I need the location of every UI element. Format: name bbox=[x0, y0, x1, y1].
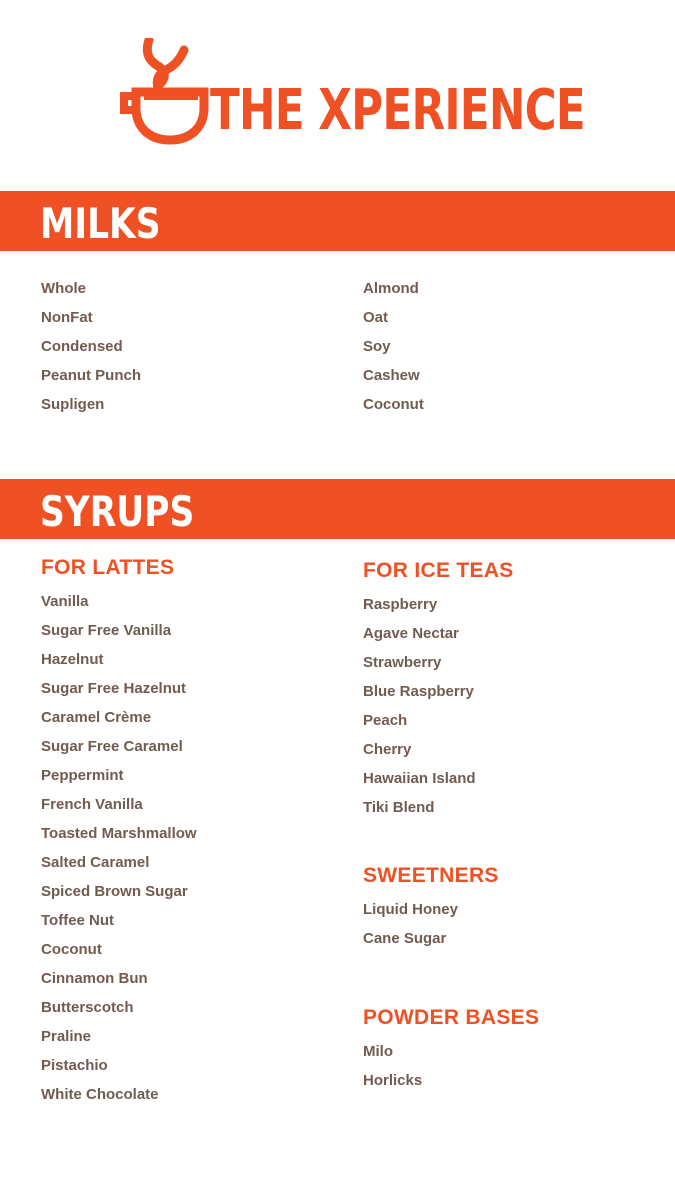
sweetners-list bbox=[363, 895, 458, 953]
menu-item: NonFat bbox=[41, 309, 93, 326]
milks-banner bbox=[0, 191, 675, 251]
brand-name: THE XPERIENCE bbox=[210, 78, 585, 143]
menu-item: Raspberry bbox=[363, 596, 438, 613]
sweetners-heading: SWEETNERS bbox=[363, 864, 499, 887]
menu-item: Cane Sugar bbox=[363, 930, 447, 947]
ice-teas-list bbox=[363, 590, 476, 822]
coffee-cup-logo-icon bbox=[118, 38, 213, 148]
syrups-banner bbox=[0, 479, 675, 539]
menu-item: Hawaiian Island bbox=[363, 770, 476, 787]
milks-right-list bbox=[363, 274, 424, 419]
powder-bases-heading: POWDER BASES bbox=[363, 1006, 540, 1029]
menu-item: Cashew bbox=[363, 367, 420, 384]
menu-item: Cinnamon Bun bbox=[41, 970, 148, 987]
menu-item: Strawberry bbox=[363, 654, 442, 671]
menu-item: Spiced Brown Sugar bbox=[41, 883, 188, 900]
menu-item: Sugar Free Vanilla bbox=[41, 622, 172, 639]
menu-item: Almond bbox=[363, 280, 419, 297]
ice-teas-heading: FOR ICE TEAS bbox=[363, 559, 514, 582]
menu-item: Horlicks bbox=[363, 1072, 423, 1089]
menu-item: French Vanilla bbox=[41, 796, 143, 813]
menu-item: Peach bbox=[363, 712, 408, 729]
menu-item: Caramel Crème bbox=[41, 709, 152, 726]
powder-bases-list bbox=[363, 1037, 422, 1095]
menu-item: Vanilla bbox=[41, 593, 89, 610]
brand-logo bbox=[118, 38, 585, 148]
menu-item: Oat bbox=[363, 309, 389, 326]
menu-item: Peanut Punch bbox=[41, 367, 142, 384]
menu-item: Peppermint bbox=[41, 767, 124, 784]
menu-item: Coconut bbox=[363, 396, 424, 413]
menu-item: Agave Nectar bbox=[363, 625, 459, 642]
lattes-heading: FOR LATTES bbox=[41, 556, 175, 579]
milks-left-list bbox=[41, 274, 141, 419]
menu-item: Liquid Honey bbox=[363, 901, 458, 918]
menu-item: Sugar Free Hazelnut bbox=[41, 680, 187, 697]
lattes-list bbox=[41, 587, 197, 1109]
menu-item: White Chocolate bbox=[41, 1086, 159, 1103]
menu-item: Soy bbox=[363, 338, 391, 355]
menu-item: Supligen bbox=[41, 396, 105, 413]
menu-item: Praline bbox=[41, 1028, 92, 1045]
menu-item: Tiki Blend bbox=[363, 799, 435, 816]
syrups-title: SYRUPS bbox=[40, 487, 195, 536]
menu-item: Toffee Nut bbox=[41, 912, 115, 929]
menu-item: Whole bbox=[41, 280, 86, 297]
menu-item: Pistachio bbox=[41, 1057, 108, 1074]
menu-item: Milo bbox=[363, 1043, 393, 1060]
menu-item: Toasted Marshmallow bbox=[41, 825, 197, 842]
menu-item: Blue Raspberry bbox=[363, 683, 474, 700]
milks-title: MILKS bbox=[40, 199, 161, 248]
menu-item: Condensed bbox=[41, 338, 123, 355]
menu-item: Coconut bbox=[41, 941, 102, 958]
menu-item: Cherry bbox=[363, 741, 412, 758]
menu-item: Hazelnut bbox=[41, 651, 104, 668]
menu-item: Sugar Free Caramel bbox=[41, 738, 183, 755]
menu-item: Salted Caramel bbox=[41, 854, 150, 871]
menu-item: Butterscotch bbox=[41, 999, 134, 1016]
